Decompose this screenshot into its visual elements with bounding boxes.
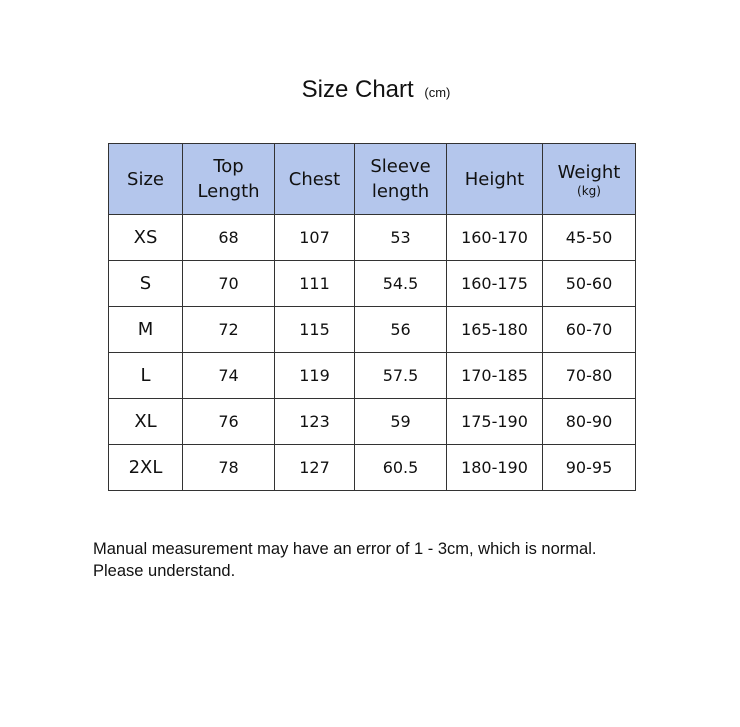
row-top-length: 72 — [183, 307, 275, 353]
table-row — [109, 353, 636, 399]
title-text: Size Chart — [301, 76, 414, 103]
row-height: 180-190 — [447, 445, 543, 491]
note-line-1: Manual measurement may have an error of 1 - 3cm, which is normal. — [93, 540, 597, 558]
row-weight: 90-95 — [543, 445, 636, 491]
row-sleeve-length: 59 — [355, 399, 447, 445]
row-top-length: 76 — [183, 399, 275, 445]
table-row — [109, 215, 636, 261]
header-weight — [543, 144, 636, 215]
table-row — [109, 445, 636, 491]
page-title — [0, 76, 740, 104]
row-height: 160-170 — [447, 215, 543, 261]
header-weight-unit: (kg) — [577, 184, 601, 198]
row-chest: 127 — [275, 445, 355, 491]
header-height — [447, 144, 543, 215]
header-sleeve-length-line2: length — [371, 181, 430, 202]
row-sleeve-length: 54.5 — [355, 261, 447, 307]
row-size: S — [109, 261, 183, 307]
header-chest-label: Chest — [288, 168, 341, 190]
measurement-note — [93, 538, 713, 582]
row-size: XS — [109, 215, 183, 261]
row-top-length: 78 — [183, 445, 275, 491]
row-sleeve-length: 60.5 — [355, 445, 447, 491]
row-height: 175-190 — [447, 399, 543, 445]
row-weight: 60-70 — [543, 307, 636, 353]
header-size-label: Size — [127, 168, 164, 190]
table-row — [109, 261, 636, 307]
row-size: L — [109, 353, 183, 399]
table-row — [109, 307, 636, 353]
table-row — [109, 399, 636, 445]
row-sleeve-length: 56 — [355, 307, 447, 353]
table-header-row — [109, 144, 636, 215]
row-height: 160-175 — [447, 261, 543, 307]
header-sleeve-length-line1: Sleeve — [370, 156, 431, 177]
row-chest: 107 — [275, 215, 355, 261]
header-top-length-line1: Top — [213, 156, 244, 177]
row-top-length: 70 — [183, 261, 275, 307]
size-chart-table — [108, 143, 636, 491]
header-height-label: Height — [464, 168, 525, 190]
row-chest: 115 — [275, 307, 355, 353]
row-size: M — [109, 307, 183, 353]
row-top-length: 68 — [183, 215, 275, 261]
row-weight: 45-50 — [543, 215, 636, 261]
row-sleeve-length: 53 — [355, 215, 447, 261]
row-height: 165-180 — [447, 307, 543, 353]
row-chest: 123 — [275, 399, 355, 445]
header-sleeve-length — [355, 144, 447, 215]
row-height: 170-185 — [447, 353, 543, 399]
row-weight: 50-60 — [543, 261, 636, 307]
row-sleeve-length: 57.5 — [355, 353, 447, 399]
header-top-length-line2: Length — [197, 181, 260, 202]
row-chest: 119 — [275, 353, 355, 399]
row-top-length: 74 — [183, 353, 275, 399]
title-unit: (cm) — [424, 85, 451, 100]
row-size: XL — [109, 399, 183, 445]
row-weight: 70-80 — [543, 353, 636, 399]
header-top-length — [183, 144, 275, 215]
note-line-2: Please understand. — [93, 562, 236, 580]
header-size — [109, 144, 183, 215]
header-chest — [275, 144, 355, 215]
header-weight-line1: Weight — [557, 162, 621, 183]
row-chest: 111 — [275, 261, 355, 307]
row-size: 2XL — [109, 445, 183, 491]
row-weight: 80-90 — [543, 399, 636, 445]
